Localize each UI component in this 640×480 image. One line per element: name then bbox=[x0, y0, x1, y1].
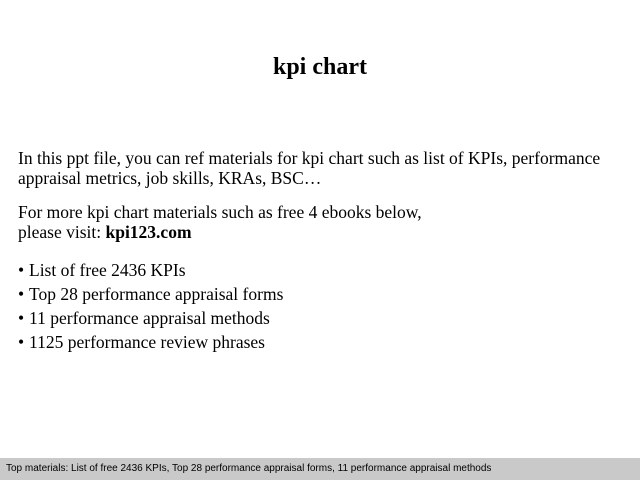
footer-bar: Top materials: List of free 2436 KPIs, Top 28 performance appraisal forms, 11 performance appraisal methods bbox=[0, 458, 640, 480]
bullet-text: List of free 2436 KPIs bbox=[29, 260, 186, 280]
more-paragraph bbox=[18, 202, 628, 242]
list-item bbox=[18, 284, 628, 304]
bullet-icon: • bbox=[18, 332, 25, 352]
intro-paragraph bbox=[18, 148, 628, 188]
bullet-text: 1125 performance review phrases bbox=[29, 332, 265, 352]
visit-line bbox=[18, 222, 628, 242]
slide-body bbox=[18, 148, 628, 356]
slide-title: kpi chart bbox=[272, 54, 367, 80]
bullet-icon: • bbox=[18, 308, 25, 328]
visit-prefix: please visit: bbox=[18, 222, 106, 242]
bullet-text: Top 28 performance appraisal forms bbox=[29, 284, 284, 304]
bullet-icon: • bbox=[18, 284, 25, 304]
list-item bbox=[18, 260, 628, 280]
list-item bbox=[18, 308, 628, 328]
more-line-1: For more kpi chart materials such as free 4 ebooks below, bbox=[18, 202, 422, 222]
intro-line-2: appraisal metrics, job skills, KRAs, BSC… bbox=[18, 168, 322, 188]
intro-line-1: In this ppt file, you can ref materials for kpi chart such as list of KPIs, performance bbox=[18, 148, 601, 168]
list-item bbox=[18, 332, 628, 352]
bullet-text: 11 performance appraisal methods bbox=[29, 308, 270, 328]
bullet-list bbox=[18, 260, 628, 352]
bullet-icon: • bbox=[18, 260, 25, 280]
site-link[interactable]: kpi123.com bbox=[105, 222, 192, 242]
